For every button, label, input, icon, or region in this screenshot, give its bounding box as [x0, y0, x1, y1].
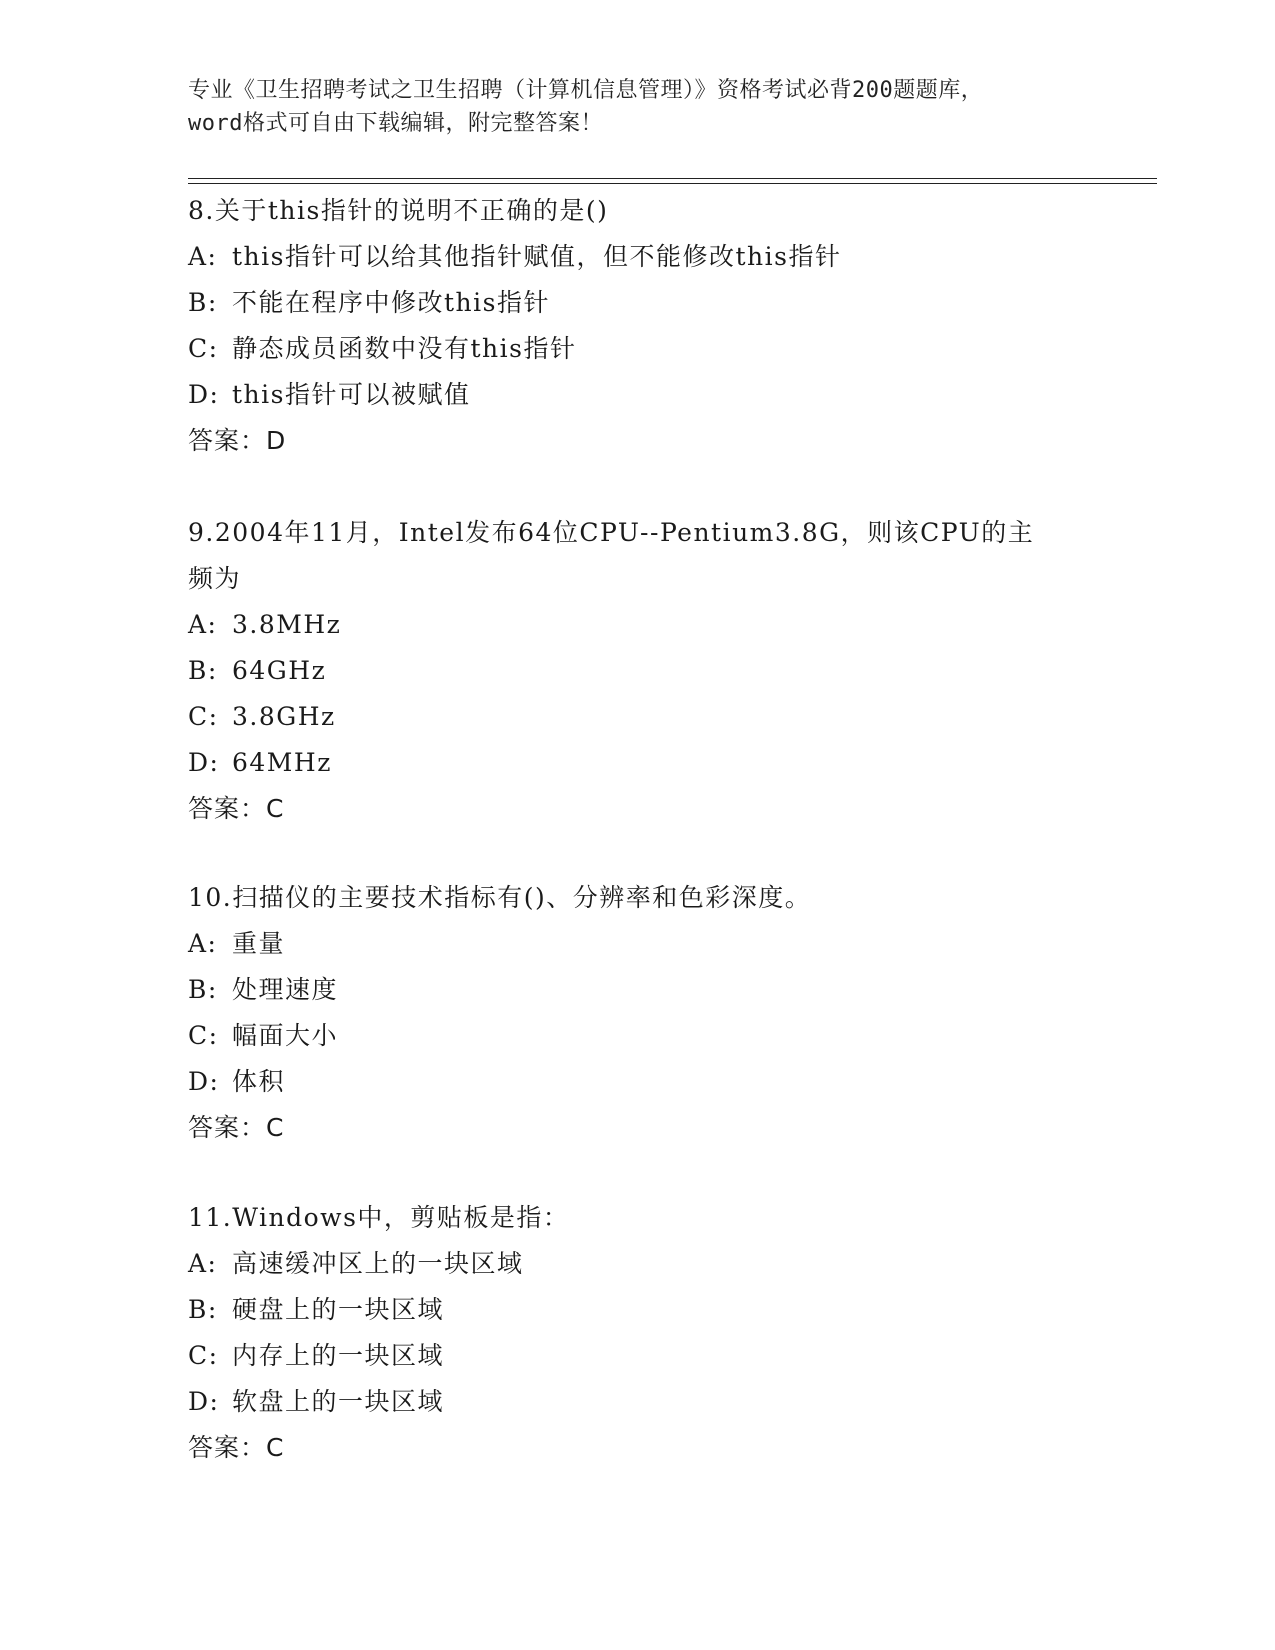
question-stem: 9.2004年11月，Intel发布64位CPU--Pentium3.8G，则该CPU的主: [188, 518, 1035, 547]
option-key: C:: [188, 334, 219, 363]
option-d: [188, 372, 1088, 418]
option-a: [188, 602, 1088, 648]
option-text: 体积: [232, 1067, 286, 1096]
option-d: [188, 1059, 1088, 1105]
option-b: [188, 648, 1088, 694]
option-c: [188, 1333, 1088, 1379]
option-text: 高速缓冲区上的一块区域: [232, 1249, 524, 1278]
header-divider-top: [188, 178, 1157, 179]
option-key: D:: [188, 1067, 220, 1096]
option-key: A:: [188, 1249, 218, 1278]
option-text: 静态成员函数中没有this指针: [232, 334, 577, 363]
option-key: D:: [188, 380, 220, 409]
option-text: 硬盘上的一块区域: [232, 1295, 445, 1324]
option-text: 3.8MHz: [232, 610, 342, 639]
question-stem: 8.关于this指针的说明不正确的是(): [188, 196, 609, 225]
option-c: [188, 1013, 1088, 1059]
option-key: A:: [188, 610, 218, 639]
option-c: [188, 694, 1088, 740]
question-block: [188, 188, 1088, 464]
option-c: [188, 326, 1088, 372]
option-key: C:: [188, 702, 219, 731]
option-key: B:: [188, 975, 218, 1004]
question-block: [188, 875, 1088, 1151]
option-text: this指针可以给其他指针赋值，但不能修改this指针: [232, 242, 842, 271]
option-key: A:: [188, 242, 218, 271]
question-stem: 11.Windows中，剪贴板是指：: [188, 1203, 570, 1232]
answer-line: 答案：C: [188, 1433, 285, 1462]
option-b: [188, 280, 1088, 326]
option-text: 不能在程序中修改this指针: [232, 288, 550, 317]
answer-line: 答案：C: [188, 1113, 285, 1142]
option-key: B:: [188, 288, 218, 317]
option-key: C:: [188, 1021, 219, 1050]
option-a: [188, 921, 1088, 967]
option-key: B:: [188, 1295, 218, 1324]
option-text: 幅面大小: [232, 1021, 339, 1050]
option-b: [188, 967, 1088, 1013]
answer-line: 答案：D: [188, 426, 287, 455]
option-a: [188, 1241, 1088, 1287]
option-text: 软盘上的一块区域: [232, 1387, 445, 1416]
option-text: this指针可以被赋值: [232, 380, 471, 409]
option-text: 内存上的一块区域: [232, 1341, 445, 1370]
option-text: 3.8GHz: [232, 702, 336, 731]
option-a: [188, 234, 1088, 280]
option-text: 64GHz: [232, 656, 327, 685]
option-text: 重量: [232, 929, 286, 958]
option-key: D:: [188, 748, 220, 777]
answer-line: 答案：C: [188, 794, 285, 823]
option-key: A:: [188, 929, 218, 958]
option-d: [188, 740, 1088, 786]
question-block: [188, 1195, 1088, 1471]
header-divider-bottom: [188, 183, 1157, 184]
option-d: [188, 1379, 1088, 1425]
option-b: [188, 1287, 1088, 1333]
option-key: D:: [188, 1387, 220, 1416]
option-key: B:: [188, 656, 218, 685]
question-stem: 10.扫描仪的主要技术指标有()、分辨率和色彩深度。: [188, 883, 812, 912]
document-header: [188, 74, 1088, 140]
option-text: 处理速度: [232, 975, 339, 1004]
question-stem-continued: 频为: [188, 564, 242, 593]
question-block: [188, 510, 1088, 832]
option-text: 64MHz: [232, 748, 332, 777]
header-line-2: word格式可自由下载编辑，附完整答案！: [188, 111, 603, 136]
header-line-1: 专业《卫生招聘考试之卫生招聘（计算机信息管理）》资格考试必背200题题库，: [188, 78, 984, 103]
option-key: C:: [188, 1341, 219, 1370]
